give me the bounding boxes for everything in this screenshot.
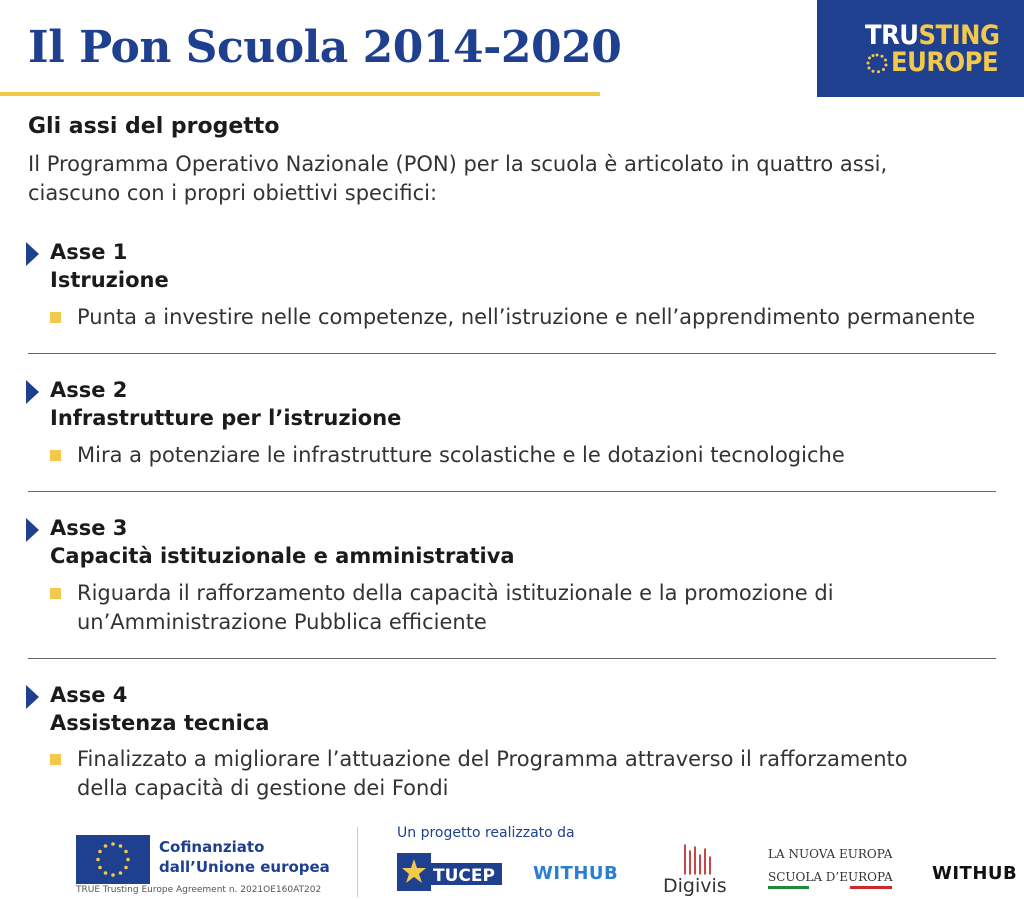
axis-number: Asse 1: [50, 240, 128, 264]
divider: [28, 658, 996, 659]
axis-arrow-icon: [26, 242, 39, 266]
agreement-text: TRUE Trusting Europe Agreement n. 2021OE160AT202: [76, 885, 322, 895]
bullet-square-icon: [50, 754, 61, 765]
axis-bullet-text: Riguarda il rafforzamento della capacità istituzionale e la promozione di un’Amministrazione Pubblica efficiente: [77, 581, 834, 634]
trusting-europe-logo: [817, 0, 1024, 97]
bullet-square-icon: [50, 588, 61, 599]
scuola-europa-text: SCUOLA D’EUROPA: [768, 870, 893, 884]
digivis-logo-text: Digivis: [663, 875, 727, 897]
axis-name: Infrastrutture per l’istruzione: [50, 406, 402, 430]
title-underline: [0, 92, 600, 96]
axis-bullet: [50, 579, 850, 637]
axis-bullet-text: Finalizzato a migliorare l’attuazione del Programma attraverso il rafforzamento della capacità di gestione dei Fondi: [77, 747, 908, 800]
axis-name: Capacità istituzionale e amministrativa: [50, 544, 515, 568]
axis-number: Asse 2: [50, 378, 128, 402]
eu-flag-icon: [76, 835, 150, 884]
realized-by-label: Un progetto realizzato da: [397, 825, 575, 841]
axis-number: Asse 3: [50, 516, 128, 540]
brand-text-white: TRU: [865, 19, 919, 51]
divider: [28, 491, 996, 492]
axis-bullet-text: Mira a potenziare le infrastrutture scolastiche e le dotazioni tecnologiche: [77, 443, 845, 467]
brand-text-europe: EUROPE: [891, 46, 999, 78]
tucep-logo: [397, 853, 502, 897]
withub-logo-color: WITHUB: [533, 863, 619, 884]
axis-arrow-icon: [26, 518, 39, 542]
section-title: Gli assi del progetto: [28, 114, 280, 139]
tucep-logo-text: TUCEP: [433, 866, 495, 886]
footer-separator: [357, 827, 358, 897]
axis-arrow-icon: [26, 685, 39, 709]
axis-bullet: [50, 441, 1010, 470]
axis-name: Assistenza tecnica: [50, 711, 270, 735]
brand-text-yellow: STING: [918, 19, 1000, 51]
axis-arrow-icon: [26, 380, 39, 404]
axis-name: Istruzione: [50, 268, 169, 292]
axis-bullet: [50, 745, 940, 803]
axis-bullet: [50, 303, 1010, 332]
axis-number: Asse 4: [50, 683, 128, 707]
eu-stars-icon: [865, 52, 889, 74]
cofinanced-line2: dall’Unione europea: [159, 858, 330, 876]
cofinanced-line1: Cofinanziato: [159, 838, 265, 856]
bullet-square-icon: [50, 450, 61, 461]
nuova-europa-text: LA NUOVA EUROPA: [768, 847, 893, 861]
withub-logo-black: WITHUB: [932, 863, 1018, 884]
cofinanced-label: [159, 837, 330, 877]
page-title: Il Pon Scuola 2014-2020: [28, 22, 622, 73]
footer-logos: [0, 825, 1024, 900]
bullet-square-icon: [50, 312, 61, 323]
italian-flag-band: [768, 886, 892, 889]
axis-bullet-text: Punta a investire nelle competenze, nell’istruzione e nell’apprendimento permanente: [77, 305, 976, 329]
intro-paragraph: Il Programma Operativo Nazionale (PON) per la scuola è articolato in quattro assi, ciascuno con i propri obiettivi specifici:: [28, 152, 888, 205]
divider: [28, 353, 996, 354]
